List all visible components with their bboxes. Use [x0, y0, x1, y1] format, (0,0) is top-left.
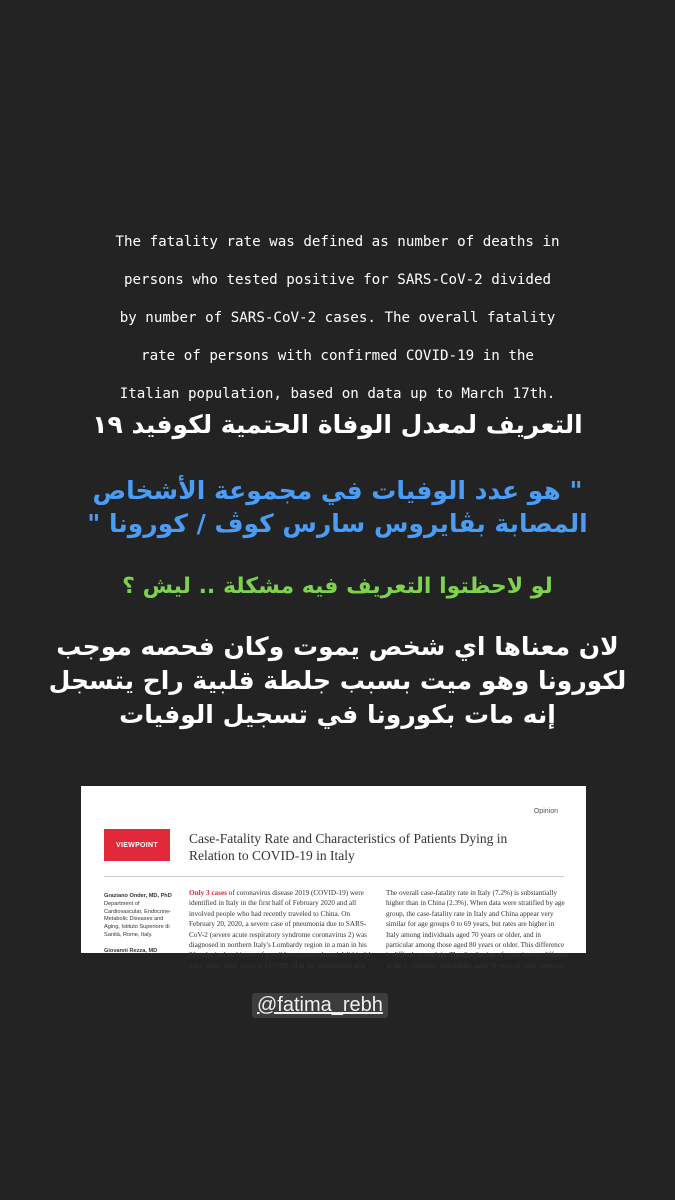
article-title: Case-Fatality Rate and Characteristics of Patients Dying in Relation to COVID-19 in Italy [189, 831, 508, 863]
arabic-question: لو لاحظتوا التعريف فيه مشكلة .. ليش ؟ [122, 574, 553, 599]
arabic-definition [30, 474, 645, 540]
article-screenshot [81, 786, 586, 970]
author-affiliation: Department of Cardiovascular, Endocrine-Metabolic Diseases and Aging, Istituto Superiore di Sanità, Rome, Italy. [104, 900, 172, 938]
arabic-title: التعريف لمعدل الوفاة الحتمية لكوفيد ١٩ [92, 410, 583, 439]
author-block [104, 893, 174, 956]
user-handle-sticker[interactable]: @fatima_rebh [252, 993, 388, 1018]
explanation-line: لان معناها اي شخص يموت وكان فحصه موجب [56, 632, 619, 661]
lead-text: Only 3 cases [189, 889, 227, 897]
quote-line: The fatality rate was defined as number of deaths in [115, 234, 560, 250]
arabic-explanation [30, 630, 645, 732]
author-name: Giovanni Rezza, MD [104, 947, 158, 954]
definition-line: " هو عدد الوفيات في مجموعة الأشخاص [92, 476, 583, 505]
quote-line: persons who tested positive for SARS-CoV-2 divided [123, 272, 552, 288]
section-label: Opinion [533, 808, 558, 815]
explanation-line: لكورونا وهو ميت بسبب جلطة قلبية راح يتسجل [48, 666, 627, 695]
article-column-1 [189, 888, 371, 971]
title-divider [104, 876, 564, 877]
quote-line: by number of SARS-CoV-2 cases. The overall fatality [119, 310, 556, 326]
author-name: Graziano Onder, MD, PhD [104, 893, 172, 899]
viewpoint-badge: VIEWPOINT [104, 829, 170, 861]
english-quote [40, 214, 635, 423]
quote-line: rate of persons with confirmed COVID-19 in the [141, 348, 534, 364]
quote-line: Italian population, based on data up to March 17th. [119, 386, 556, 402]
article-column-2: The overall case-fatality rate in Italy (7.2%) is substantially higher than in China (2.3%). When data were stratified by age group, the case-fatality rate in Italy and China appear very similar for age groups 0 to 69 years, but rates are higher in Italy among individuals aged 70 years or older, and in particular among those aged 80 years or older. This difference is difficult to explain. The distribution of cases is very different in the 2 countries: individuals aged 70 years or older represent [386, 889, 568, 970]
column-text: of coronavirus disease 2019 (COVID-19) were identified in Italy in the first half of February 2020 and all involved people who had recently traveled to China. On February 20, 2020, a severe case of pneumonia due to SARS-CoV-2 (severe acute respiratory syndrome coronavirus 2) was diagnosed in northern Italy's Lombardy region in a man in his 30s who had no history of possible exposure abroad. Within 14 days, many other cases of COVID-19 in the surrounding area [189, 889, 371, 970]
explanation-line: إنه مات بكورونا في تسجيل الوفيات [119, 700, 556, 729]
definition-line: المصابة بڤايروس سارس كوڤ / كورونا " [87, 509, 588, 538]
